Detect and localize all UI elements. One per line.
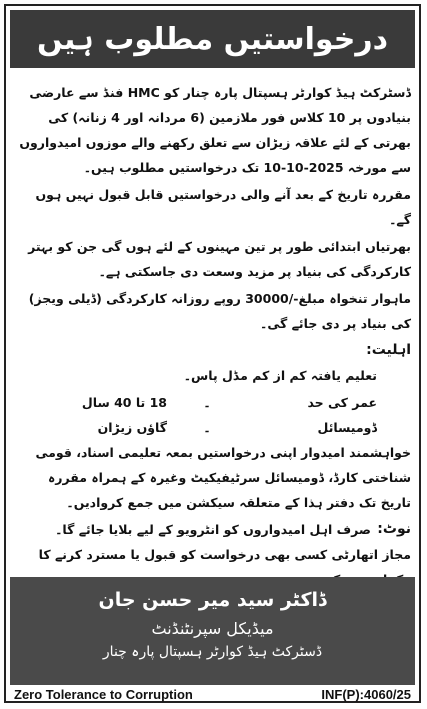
age-dash: ۔ — [203, 395, 211, 410]
eligibility-table — [16, 390, 377, 440]
age-label: عمر کی حد — [307, 395, 377, 410]
salary-paragraph: ماہوار تنخواہ مبلغ-/30000 روپے روزانہ کارکردگی (ڈیلی ویجز) کی بنیاد پر دی جائے گی۔ — [28, 291, 411, 331]
intro-paragraph: ڈسٹرکٹ ہیڈ کوارٹر ہسپتال پارہ چنار کو HMC فنڈ سے عارضی بنیادوں پر 10 کلاس فور ملازمین (6 مردانہ اور 4 زنانہ) کی بھرتی کے لئے علاقہ زیڑان سے تعلق رکھنے والے موزوں امیدواروں سے مورخہ 2025-10-10 تک درخواستیں مطلوب ہیں۔ — [19, 85, 411, 175]
advertisement-body — [16, 80, 411, 594]
signature-block — [10, 577, 415, 685]
domicile-label: ڈومیسائل — [317, 420, 377, 435]
age-value: 18 تا 40 سال — [81, 395, 167, 410]
deadline-paragraph: مقررہ تاریخ کے بعد آنے والی درخواستیں قابل قبول نہیں ہوں گے۔ — [35, 187, 411, 227]
signatory-designation: میڈیکل سپرنٹنڈنٹ — [151, 619, 274, 638]
header-title: درخواستیں مطلوب ہیں — [36, 21, 389, 57]
signatory-organization: ڈسٹرکٹ ہیڈ کوارٹر ہسپتال پارہ چنار — [102, 644, 323, 660]
note-label: نوٹ: — [377, 521, 411, 537]
eligibility-row-domicile — [16, 415, 377, 440]
eligibility-section — [16, 363, 411, 440]
domicile-dash: ۔ — [203, 420, 211, 435]
note-text: صرف اہل امیدواروں کو انٹرویو کے لیے بلایا جائے گا۔ — [55, 522, 371, 537]
domicile-value: گاؤں زیڑان — [97, 420, 167, 435]
advertisement-page — [4, 4, 421, 703]
signatory-name: ڈاکٹر سید میر حسن جان — [98, 589, 327, 611]
note-row — [16, 517, 411, 542]
slogan: Zero Tolerance to Corruption — [14, 686, 193, 702]
contract-paragraph: بھرتیاں ابتدائی طور پر تین مہینوں کے لئے ہوں گی جن کو بہتر کارکردگی کی بنیاد پر مزید وسعت دی جاسکتی ہے۔ — [28, 239, 411, 279]
reference-number: INF(P):4060/25 — [321, 686, 411, 702]
eligibility-row-age — [16, 390, 377, 415]
eligibility-title: اہلیت: — [366, 342, 411, 358]
authority-paragraph: مجاز اتھارٹی کسی بھی درخواست کو قبول یا مسترد کرنے کا — [38, 547, 411, 562]
header-banner — [10, 10, 415, 68]
bottom-bar — [10, 686, 415, 702]
education-requirement: تعلیم یافتہ کم از کم مڈل پاس۔ — [183, 368, 377, 383]
instructions-paragraph: خواہشمند امیدوار اپنی درخواستیں بمعہ تعلیمی اسناد، قومی شناختی کارڈ، ڈومیسائل سرٹیفیکیٹ وغیرہ کے ہمراہ مقررہ تاریخ تک دفتر ہذا کے متعلقہ سیکشن میں جمع کروادیں۔ — [35, 445, 411, 510]
